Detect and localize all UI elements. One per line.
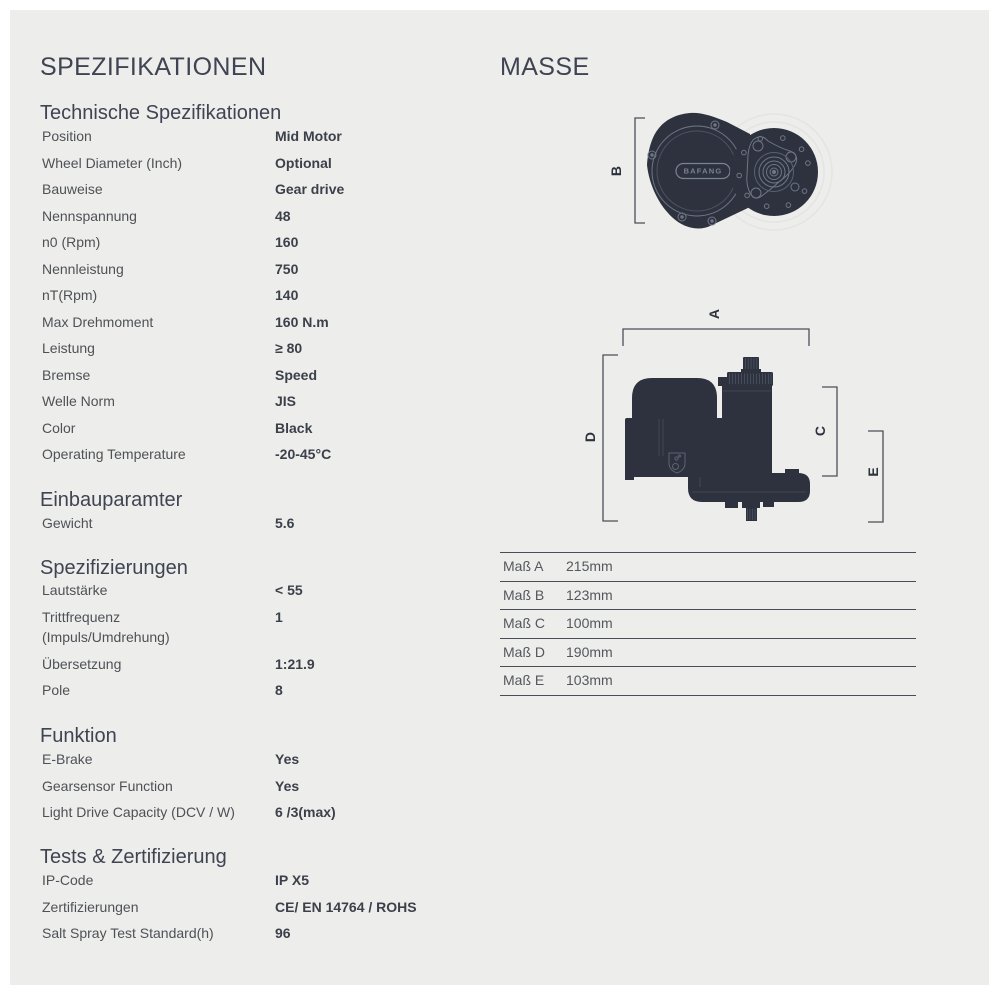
section-heading-tests: Tests & Zertifizierung bbox=[40, 846, 227, 868]
spec-value: 140 bbox=[275, 287, 299, 303]
mass-value: 190mm bbox=[566, 643, 613, 660]
spec-value: Gear drive bbox=[275, 181, 345, 197]
table-row bbox=[500, 552, 916, 581]
spec-label: Trittfrequenz (Impuls/Umdrehung) bbox=[42, 608, 170, 645]
mass-value: 100mm bbox=[566, 615, 613, 632]
spec-label: Nennspannung bbox=[42, 207, 137, 224]
motor-main-body bbox=[625, 418, 737, 477]
spec-label: Leistung bbox=[42, 340, 95, 356]
mass-table bbox=[500, 552, 916, 696]
spec-value: IP X5 bbox=[275, 872, 309, 888]
mass-label: Maß C bbox=[503, 615, 545, 632]
spec-label: Lautstärke bbox=[42, 582, 108, 598]
spec-row bbox=[42, 799, 462, 826]
spec-label: nT(Rpm) bbox=[42, 287, 98, 303]
motor-silhouette bbox=[625, 357, 810, 521]
table-row bbox=[500, 609, 916, 638]
spec-value: Yes bbox=[275, 777, 300, 794]
spec-table-tests bbox=[42, 867, 462, 947]
table-row bbox=[500, 581, 916, 610]
plate-tab-right bbox=[763, 502, 774, 507]
dim-label-e: E bbox=[865, 467, 881, 477]
spec-value: 96 bbox=[275, 925, 291, 941]
dim-label-b: B bbox=[608, 165, 624, 177]
dim-bracket-a bbox=[623, 329, 809, 346]
spec-table-funktion bbox=[42, 746, 462, 826]
spec-label: Welle Norm bbox=[42, 393, 115, 409]
spec-value: Yes bbox=[275, 751, 300, 767]
mass-label: Maß E bbox=[503, 672, 545, 689]
page-title: SPEZIFIKATIONEN bbox=[40, 53, 267, 81]
table-row bbox=[500, 666, 916, 696]
spec-row bbox=[42, 176, 462, 203]
masse-title: MASSE bbox=[500, 53, 590, 81]
svg-text:BAFANG: BAFANG bbox=[683, 166, 723, 176]
spec-label: Bauweise bbox=[42, 181, 103, 197]
spec-value: 160 bbox=[275, 234, 299, 250]
spec-label: Light Drive Capacity (DCV / W) bbox=[42, 804, 235, 820]
spec-row bbox=[42, 362, 462, 389]
spec-value: 8 bbox=[275, 682, 283, 698]
plate-step-right bbox=[785, 469, 799, 475]
spec-label: Max Drehmoment bbox=[42, 313, 154, 330]
mass-label: Maß A bbox=[503, 558, 544, 574]
body-foot bbox=[625, 474, 634, 480]
spec-label: Übersetzung bbox=[42, 655, 122, 672]
spec-value: 750 bbox=[275, 260, 299, 277]
spec-row bbox=[42, 123, 462, 150]
spec-row bbox=[42, 651, 462, 678]
mass-label: Maß D bbox=[503, 643, 545, 660]
spec-row bbox=[42, 894, 462, 921]
spec-label: Operating Temperature bbox=[42, 446, 186, 462]
spec-label: Pole bbox=[42, 682, 71, 698]
spec-row bbox=[42, 282, 462, 309]
spec-value: 1 bbox=[275, 608, 283, 625]
dim-label-d: D bbox=[582, 431, 598, 443]
spec-row bbox=[42, 415, 462, 442]
mass-value: 215mm bbox=[566, 558, 613, 574]
spec-row bbox=[42, 577, 462, 604]
spec-label: n0 (Rpm) bbox=[42, 234, 101, 250]
plate-tab-left bbox=[725, 502, 738, 508]
spec-table-technische bbox=[42, 123, 462, 468]
bottom-plate bbox=[688, 473, 810, 502]
spec-row bbox=[42, 677, 462, 704]
mass-value: 123mm bbox=[566, 586, 613, 603]
spec-label: IP-Code bbox=[42, 872, 94, 888]
spec-row bbox=[42, 229, 462, 256]
section-heading-technische: Technische Spezifikationen bbox=[40, 102, 282, 124]
motor-side-view-drawing bbox=[605, 105, 905, 245]
section-heading-spezifizierungen: Spezifizierungen bbox=[40, 557, 188, 579]
spec-value: Optional bbox=[275, 154, 332, 171]
spec-value: JIS bbox=[275, 393, 297, 409]
spec-value: 5.6 bbox=[275, 515, 295, 531]
spec-label: Zertifizierungen bbox=[42, 898, 139, 915]
spec-row bbox=[42, 441, 462, 468]
spec-row bbox=[42, 203, 462, 230]
spec-label: Gearsensor Function bbox=[42, 777, 173, 794]
spec-row bbox=[42, 773, 462, 800]
section-heading-einbauparamter: Einbauparamter bbox=[40, 489, 183, 511]
spec-label: Color bbox=[42, 419, 76, 436]
spec-value: 160 N.m bbox=[275, 313, 329, 330]
section-heading-funktion: Funktion bbox=[40, 725, 117, 747]
spec-table-einbau bbox=[42, 510, 462, 537]
dim-label-c: C bbox=[812, 425, 828, 437]
spec-label: Salt Spray Test Standard(h) bbox=[42, 925, 214, 941]
spec-row bbox=[42, 604, 462, 651]
spec-row bbox=[42, 510, 462, 537]
spec-value: 48 bbox=[275, 207, 291, 224]
spec-label: Gewicht bbox=[42, 515, 93, 531]
spec-row bbox=[42, 309, 462, 336]
spec-value: CE/ EN 14764 / ROHS bbox=[275, 898, 417, 915]
spec-value: Black bbox=[275, 419, 313, 436]
table-row bbox=[500, 638, 916, 667]
mass-label: Maß B bbox=[503, 586, 545, 603]
spec-value: 6 /3(max) bbox=[275, 804, 336, 820]
spec-row bbox=[42, 867, 462, 894]
plate-step-left bbox=[723, 468, 763, 475]
spec-value: < 55 bbox=[275, 582, 303, 598]
spec-label: Bremse bbox=[42, 366, 91, 383]
dimension-b bbox=[608, 118, 645, 223]
spec-value: Speed bbox=[275, 366, 318, 383]
spec-row bbox=[42, 388, 462, 415]
spec-label: Wheel Diameter (Inch) bbox=[42, 154, 183, 171]
spec-row bbox=[42, 335, 462, 362]
spec-label: Position bbox=[42, 128, 92, 144]
spec-label: E-Brake bbox=[42, 751, 93, 767]
motor-dome bbox=[632, 378, 717, 425]
mass-value: 103mm bbox=[566, 672, 613, 689]
bottom-shaft-collar bbox=[742, 502, 760, 508]
spec-row bbox=[42, 150, 462, 177]
spec-value: Mid Motor bbox=[275, 128, 342, 144]
spec-row bbox=[42, 920, 462, 947]
spec-row bbox=[42, 256, 462, 283]
spec-table-spezifizierungen bbox=[42, 577, 462, 704]
dim-label-a: A bbox=[706, 308, 722, 320]
spec-value: 1:21.9 bbox=[275, 655, 315, 672]
spec-value: ≥ 80 bbox=[275, 340, 303, 356]
spec-row bbox=[42, 746, 462, 773]
spec-value: -20-45°C bbox=[275, 446, 332, 462]
spec-panel bbox=[10, 10, 989, 985]
motor-front-view-drawing bbox=[580, 300, 920, 545]
spec-label: Nennleistung bbox=[42, 260, 124, 277]
dim-bracket-d bbox=[603, 355, 618, 521]
motor-cylinder bbox=[722, 385, 772, 475]
